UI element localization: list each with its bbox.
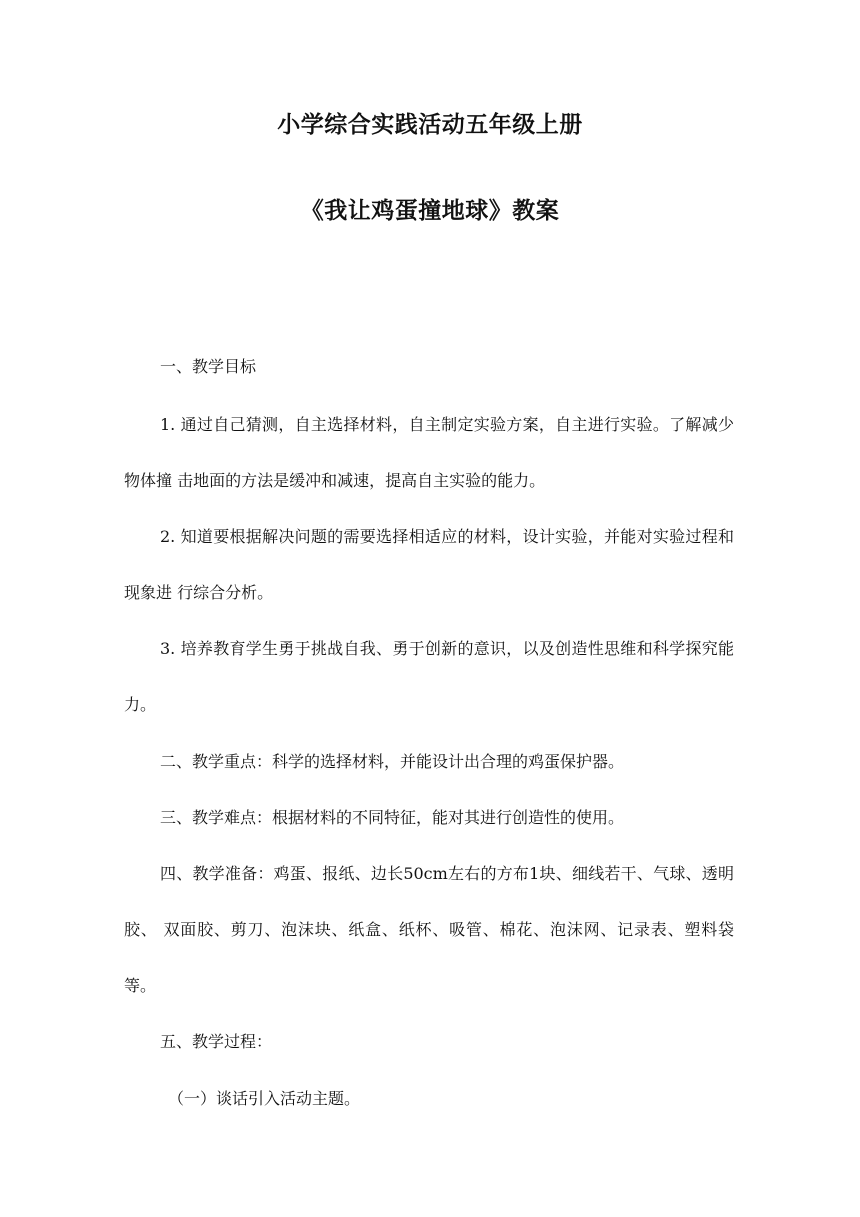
document-title-line-2: 《我让鸡蛋撞地球》教案 bbox=[300, 197, 560, 224]
section-teaching-focus: 二、教学重点：科学的选择材料，并能设计出合理的鸡蛋保护器。 bbox=[160, 752, 625, 771]
process-step-1: （一）谈话引入活动主题。 bbox=[168, 1089, 361, 1108]
objective-item-3: 3. 培养教育学生勇于挑战自我、勇于创新的意识，以及创造性思维和科学探究能力。 bbox=[124, 639, 734, 714]
section-teaching-preparation: 四、教学准备：鸡蛋、报纸、边长50cm左右的方布1块、细线若干、气球、透明胶、 双面胶、剪刀、泡沫块、纸盒、纸杯、吸管、棉花、泡沫网、记录表、塑料袋等。 bbox=[124, 864, 734, 995]
objective-item-2: 2. 知道要根据解决问题的需要选择相适应的材料，设计实验，并能对实验过程和现象进 行综合分析。 bbox=[124, 527, 734, 602]
section-heading-process: 五、教学过程： bbox=[160, 1032, 273, 1051]
section-teaching-difficulty: 三、教学难点：根据材料的不同特征，能对其进行创造性的使用。 bbox=[160, 808, 625, 827]
section-heading-objectives: 一、教学目标 bbox=[160, 357, 257, 376]
document-title-line-1: 小学综合实践活动五年级上册 bbox=[277, 111, 583, 138]
objective-item-1: 1. 通过自己猜测，自主选择材料，自主制定实验方案，自主进行实验。了解减少物体撞 击地面的方法是缓冲和减速，提高自主实验的能力。 bbox=[124, 415, 734, 490]
